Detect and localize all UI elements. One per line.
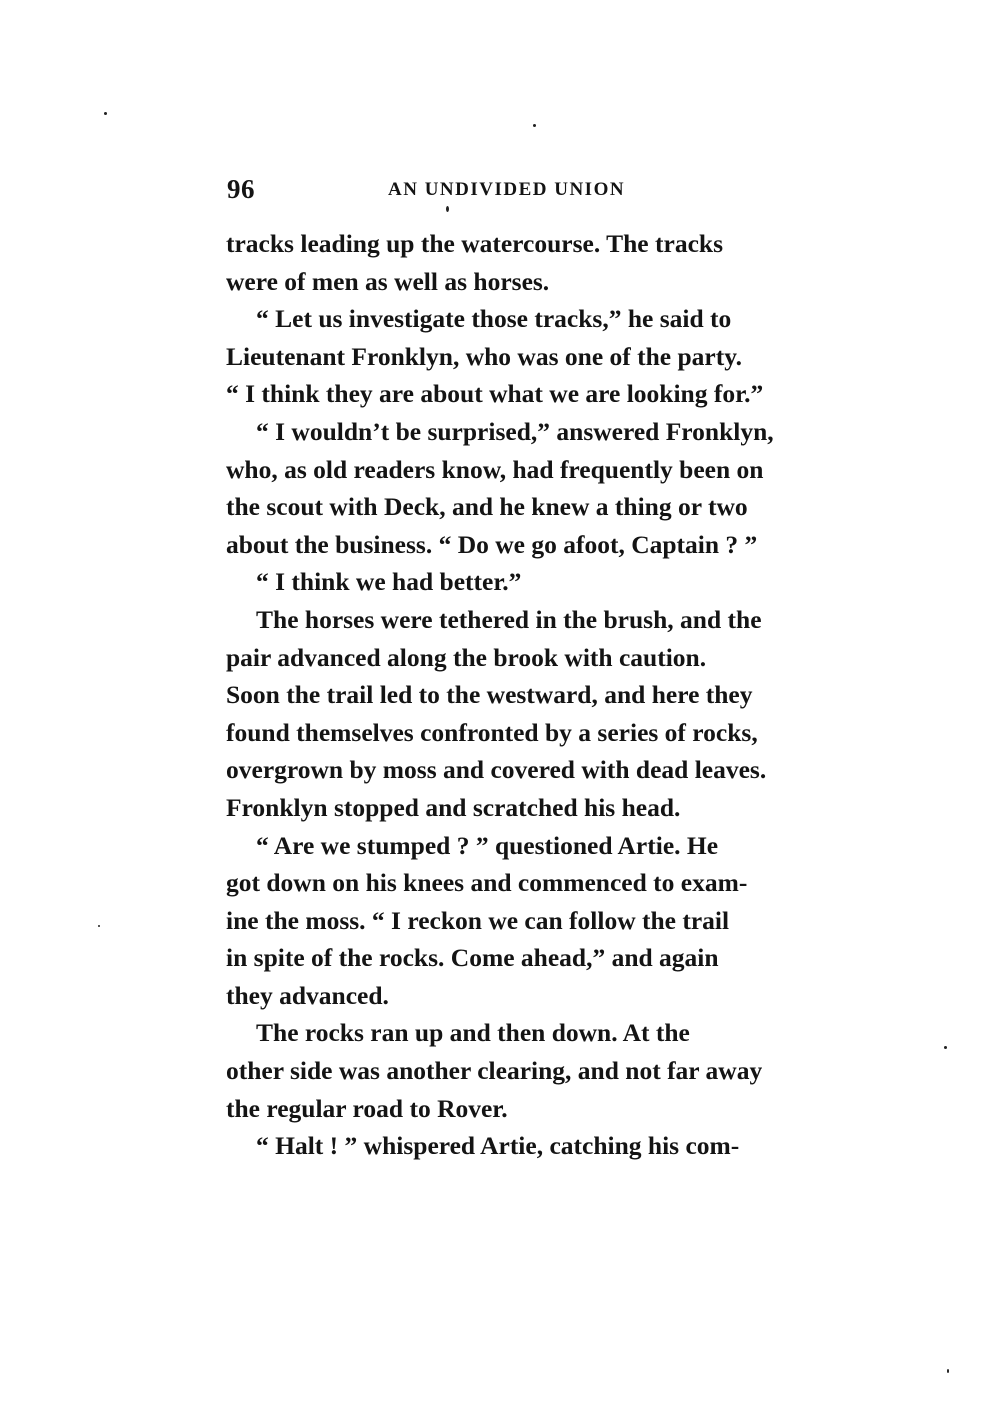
paper-speck [98,925,100,927]
paper-speck [446,206,449,212]
paper-speck [944,1046,947,1049]
paragraph-6: “ Are we stumped ? ” questioned Artie. He got down on his knees and commenced to exam- ine the moss. “ I reckon we can follow the trail in spite of the rocks. Come ahead,” and again they advanced. [226,830,748,1010]
paper-speck [533,124,536,127]
paragraph-7: The rocks ran up and then down. At the other side was another clearing, and not far away the regular road to Rover. [226,1018,763,1123]
body-text [226,225,819,1165]
paragraph-5: The horses were tethered in the brush, and the pair advanced along the brook with caution. Soon the trail led to the westward, and here they found themselves confronted by a series of rocks, overgrown by moss and covered with dead leaves. Fronklyn stopped and scratched his head. [226,604,767,822]
page-header [225,174,820,206]
paragraph-3: “ I wouldn’t be surprised,” answered Fronklyn, who, as old readers know, had frequently been on the scout with Deck, and he knew a thing or two about the business. “ Do we go afoot, Captain ? ” [226,416,774,559]
page-number: 96 [227,174,255,204]
paragraph-4: “ I think we had better.” [256,567,522,597]
paragraph-8: “ Halt ! ” whispered Artie, catching his com- [256,1131,740,1161]
paper-speck [947,1369,949,1373]
paper-speck [104,112,107,115]
running-head: AN UNDIVIDED UNION [388,179,626,200]
paragraph-1: tracks leading up the watercourse. The tracks were of men as well as horses. [226,229,723,296]
paragraph-2: “ Let us investigate those tracks,” he said to Lieutenant Fronklyn, who was one of the party. “ I think they are about what we are looking for.” [226,304,764,409]
